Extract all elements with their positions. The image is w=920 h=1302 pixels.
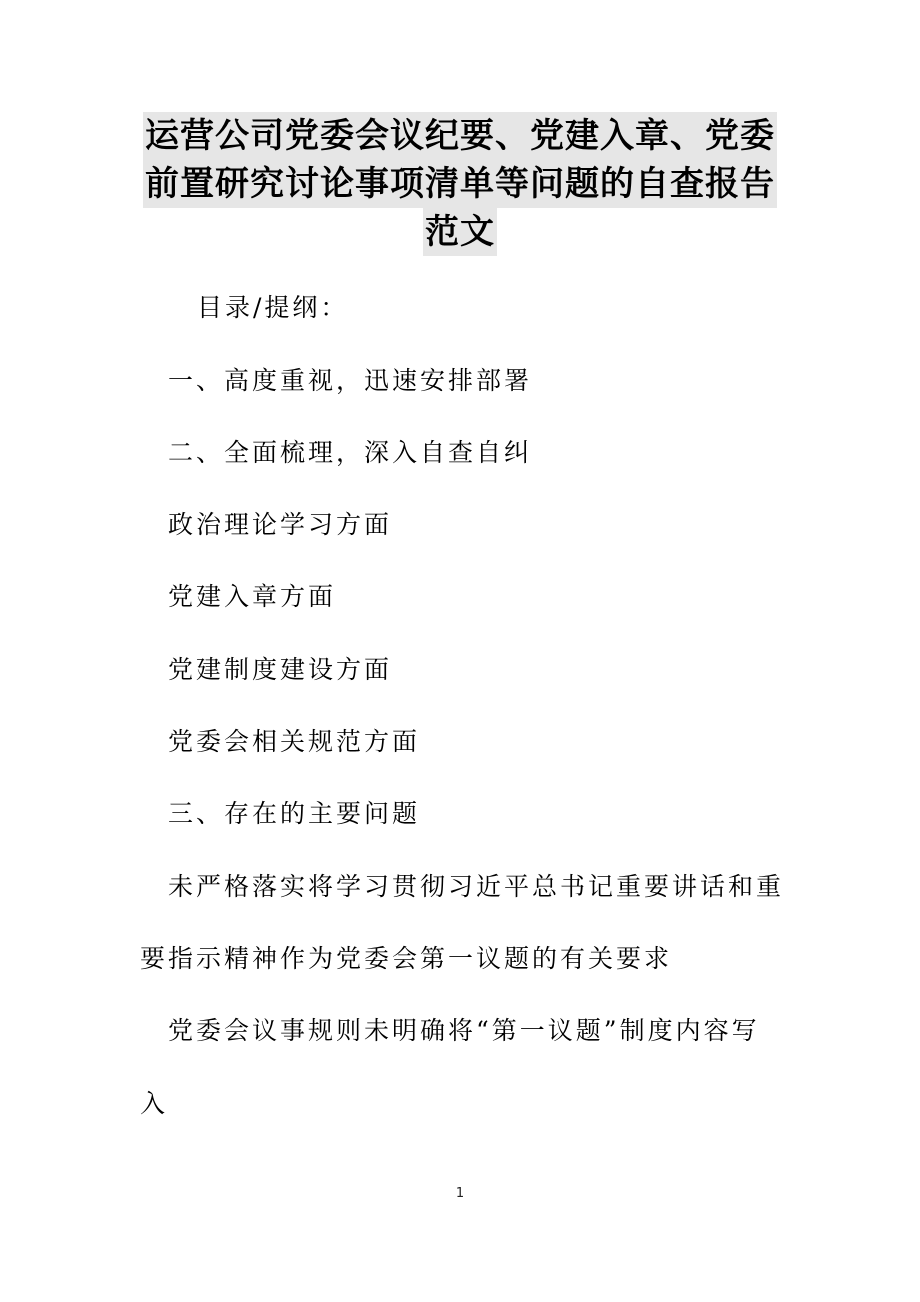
problem-2-line-1: 党委会议事规则未明确将“第一议题”制度内容写 [168, 1016, 760, 1045]
section-2-heading: 二、全面梳理，深入自查自纠 [168, 438, 533, 467]
problem-1-line-1: 未严格落实将学习贯彻习近平总书记重要讲话和重 [168, 872, 785, 901]
problem-2-line-2: 入 [140, 1089, 169, 1118]
toc-label: 目录/提纲： [197, 293, 349, 322]
section-2-item-committee-norms: 党委会相关规范方面 [168, 727, 421, 756]
section-2-item-political-theory: 政治理论学习方面 [168, 510, 393, 539]
page-number: 1 [455, 1186, 465, 1201]
document-title [0, 112, 920, 256]
title-line-3: 范文 [423, 208, 497, 256]
title-line-1: 运营公司党委会议纪要、党建入章、党委 [143, 112, 777, 160]
title-line-2: 前置研究讨论事项清单等问题的自查报告 [143, 160, 777, 208]
section-3-heading: 三、存在的主要问题 [168, 799, 421, 828]
section-2-item-party-charter: 党建入章方面 [168, 582, 337, 611]
section-1-heading: 一、高度重视，迅速安排部署 [168, 366, 533, 395]
problem-1-line-2: 要指示精神作为党委会第一议题的有关要求 [140, 944, 673, 973]
section-2-item-system-building: 党建制度建设方面 [168, 655, 393, 684]
